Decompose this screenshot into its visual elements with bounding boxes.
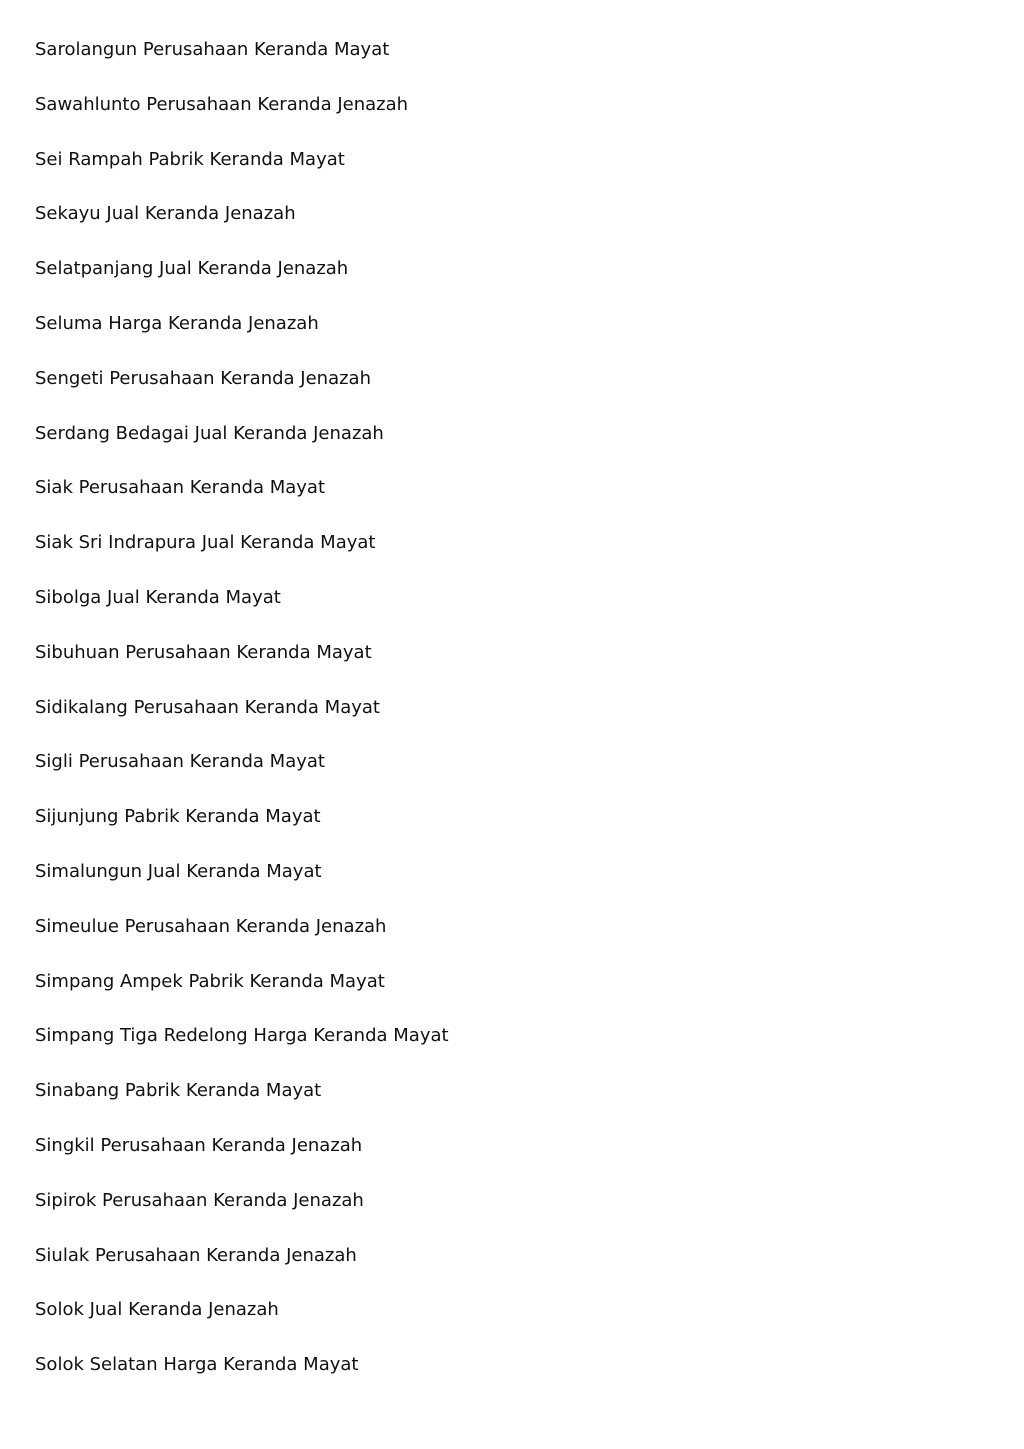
list-item: Sarolangun Perusahaan Keranda Mayat bbox=[35, 39, 390, 60]
list-item: Simeulue Perusahaan Keranda Jenazah bbox=[35, 915, 387, 937]
list-item: Siulak Perusahaan Keranda Jenazah bbox=[35, 1244, 357, 1266]
list-item: Sekayu Jual Keranda Jenazah bbox=[35, 203, 296, 225]
list-item: Sijunjung Pabrik Keranda Mayat bbox=[35, 806, 321, 828]
list-item: Sibolga Jual Keranda Mayat bbox=[35, 586, 281, 608]
list-item: Solok Selatan Harga Keranda Mayat bbox=[35, 1354, 359, 1376]
list-item: Serdang Bedagai Jual Keranda Jenazah bbox=[35, 422, 384, 444]
list-item: Sinabang Pabrik Keranda Mayat bbox=[35, 1080, 322, 1102]
text-list bbox=[35, 36, 449, 1406]
list-item: Sipirok Perusahaan Keranda Jenazah bbox=[35, 1189, 364, 1211]
list-item: Siak Perusahaan Keranda Mayat bbox=[35, 477, 326, 499]
list-item: Sidikalang Perusahaan Keranda Mayat bbox=[35, 696, 380, 718]
list-item: Selatpanjang Jual Keranda Jenazah bbox=[35, 258, 349, 280]
list-item: Seluma Harga Keranda Jenazah bbox=[35, 312, 319, 334]
list-item: Sengeti Perusahaan Keranda Jenazah bbox=[35, 367, 371, 389]
list-item: Singkil Perusahaan Keranda Jenazah bbox=[35, 1134, 363, 1156]
list-item: Siak Sri Indrapura Jual Keranda Mayat bbox=[35, 532, 376, 554]
list-item: Sei Rampah Pabrik Keranda Mayat bbox=[35, 148, 345, 170]
list-item: Sawahlunto Perusahaan Keranda Jenazah bbox=[35, 93, 409, 115]
list-item: Simpang Ampek Pabrik Keranda Mayat bbox=[35, 970, 385, 992]
list-item: Simpang Tiga Redelong Harga Keranda Mayat bbox=[35, 1025, 449, 1047]
list-item: Simalungun Jual Keranda Mayat bbox=[35, 860, 322, 882]
list-item: Sibuhuan Perusahaan Keranda Mayat bbox=[35, 641, 372, 663]
list-item: Solok Jual Keranda Jenazah bbox=[35, 1299, 279, 1321]
list-item: Sigli Perusahaan Keranda Mayat bbox=[35, 751, 325, 773]
